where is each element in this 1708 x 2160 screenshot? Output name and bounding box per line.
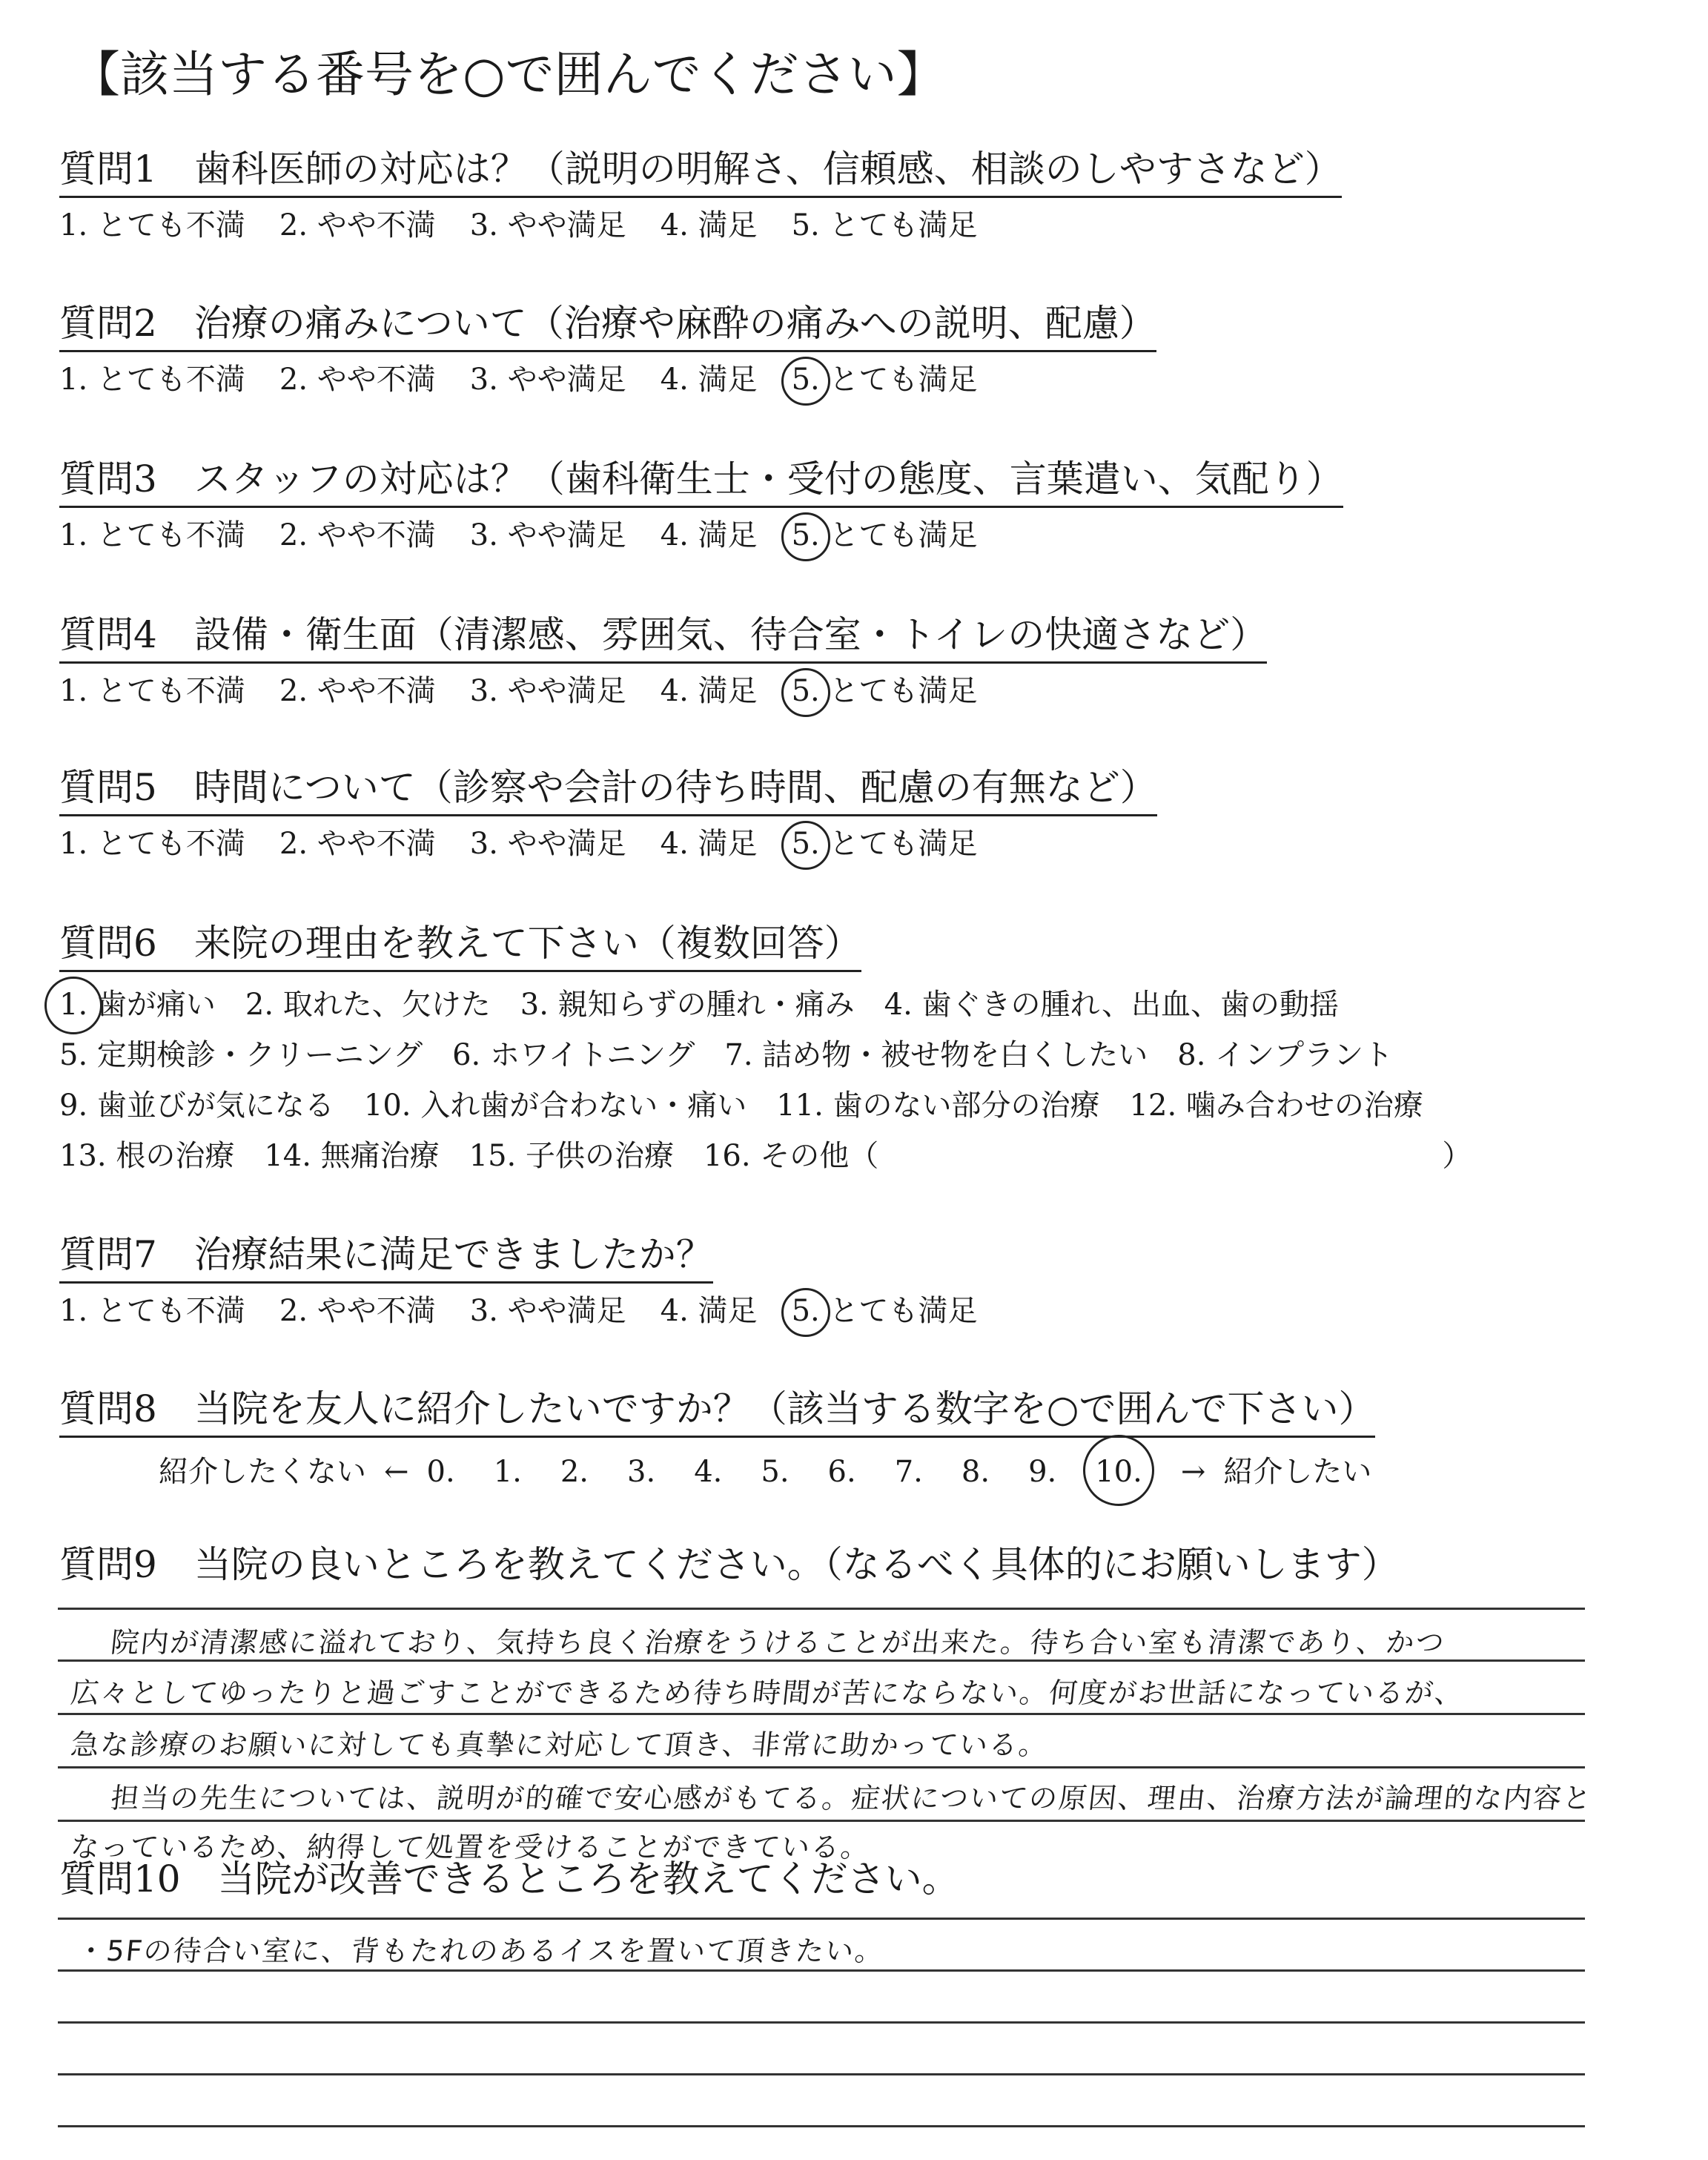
option-4[interactable]: 4. 満足 (660, 827, 758, 861)
scale-8[interactable]: 8. (961, 1455, 990, 1489)
question-text: 当院を友人に紹介したいですか？（該当する数字を○で囲んで下さい） (193, 1387, 1376, 1430)
reason-option-13[interactable]: 13. 根の治療 (59, 1139, 235, 1173)
question-heading (59, 919, 861, 972)
answer-options (59, 670, 1267, 713)
answer-options (59, 1289, 1011, 1332)
question-label: 質問3 (59, 458, 157, 501)
scale-6[interactable]: 6. (827, 1455, 856, 1489)
answer-line (58, 1608, 1585, 1610)
option-2[interactable]: 2. やや不満 (279, 363, 436, 397)
question-heading (59, 1385, 1375, 1438)
handwritten-answer-line: なっているため、納得して処置を受けることができている。 (69, 1831, 873, 1863)
option-3[interactable]: 3. やや満足 (469, 208, 626, 242)
question-label: 質問8 (59, 1387, 157, 1430)
handwritten-answer-line: 急な診療のお願いに対しても真摯に対応して頂き、非常に助かっている。 (69, 1728, 1050, 1761)
question-heading (59, 611, 1267, 664)
reason-option-12[interactable]: 12. 噛み合わせの治療 (1129, 1089, 1423, 1123)
question-text: 当院の良いところを教えてください。（なるべく具体的にお願いします） (193, 1543, 1399, 1586)
option-1[interactable]: 1. とても不満 (59, 363, 245, 397)
handwritten-answer-line: 院内が清潔感に溢れており、気持ち良く治療をうけることが出来た。待ち合い室も清潔であり、かつ (109, 1626, 1447, 1659)
question-heading (59, 1541, 1399, 1591)
question-3 (59, 455, 1343, 557)
question-4 (59, 611, 1267, 713)
scale-10-circled[interactable]: 10. (1095, 1450, 1142, 1494)
option-1[interactable]: 1. とても不満 (59, 827, 245, 861)
question-5 (59, 764, 1157, 865)
handwritten-answer-line: 担当の先生については、説明が的確で安心感がもてる。症状についての原因、理由、治療方法が論理的な内容と (109, 1782, 1595, 1814)
question-text: 時間について（診察や会計の待ち時間、配慮の有無など） (193, 766, 1157, 809)
question-text: 当院が改善できるところを教えてください。 (217, 1857, 959, 1900)
scale-5[interactable]: 5. (761, 1455, 790, 1489)
question-9 (59, 1541, 1399, 1591)
reason-options (59, 980, 1472, 1181)
option-1[interactable]: 1. とても不満 (59, 1294, 245, 1328)
scale-4[interactable]: 4. (694, 1455, 723, 1489)
option-3[interactable]: 3. やや満足 (469, 1294, 626, 1328)
scale-3[interactable]: 3. (627, 1455, 656, 1489)
reason-option-6[interactable]: 6. ホワイトニング (452, 1038, 695, 1072)
handwritten-answer-line: 広々としてゆったりと過ごすことができるため待ち時間が苦にならない。何度がお世話になっているが、 (69, 1677, 1466, 1709)
question-1 (59, 145, 1342, 247)
reason-option-7[interactable]: 7. 詰め物・被せ物を白くしたい (724, 1038, 1148, 1072)
option-3[interactable]: 3. やや満足 (469, 827, 626, 861)
scale-9[interactable]: 9. (1028, 1455, 1057, 1489)
question-label: 質問6 (59, 922, 157, 965)
question-label: 質問10 (59, 1857, 181, 1900)
option-5-circled[interactable]: 5. とても満足 (792, 358, 978, 401)
reason-option-8[interactable]: 8. インプラント (1177, 1038, 1394, 1072)
option-2[interactable]: 2. やや不満 (279, 827, 436, 861)
answer-line (58, 1820, 1585, 1822)
scale-0[interactable]: 0. (426, 1455, 455, 1489)
page-title: 【該当する番号を○で囲んでください】 (71, 46, 946, 103)
reason-option-14[interactable]: 14. 無痛治療 (264, 1139, 440, 1173)
option-3[interactable]: 3. やや満足 (469, 363, 626, 397)
option-4[interactable]: 4. 満足 (660, 363, 758, 397)
option-5-circled[interactable]: 5. とても満足 (792, 514, 978, 557)
question-text: 来院の理由を教えて下さい（複数回答） (193, 922, 861, 965)
question-label: 質問1 (59, 148, 157, 191)
question-heading (59, 1231, 713, 1284)
scale-7[interactable]: 7. (894, 1455, 923, 1489)
question-label: 質問9 (59, 1543, 157, 1586)
answer-line (58, 1969, 1585, 1972)
question-label: 質問2 (59, 302, 157, 345)
question-heading (59, 1855, 959, 1906)
question-label: 質問7 (59, 1233, 157, 1276)
reason-option-4[interactable]: 4. 歯ぐきの腫れ、出血、歯の動揺 (884, 988, 1339, 1022)
reason-row (59, 1131, 1472, 1181)
answer-line (58, 2073, 1585, 2075)
option-4[interactable]: 4. 満足 (660, 208, 758, 242)
option-5[interactable]: 5. とても満足 (791, 208, 978, 242)
reason-option-5[interactable]: 5. 定期検診・クリーニング (59, 1038, 423, 1072)
answer-options (59, 204, 1342, 247)
answer-options (59, 358, 1156, 401)
left-arrow-icon: ← (384, 1455, 409, 1489)
reason-option-15[interactable]: 15. 子供の治療 (469, 1139, 674, 1173)
handwritten-answer-line: ・5Fの待合い室に、背もたれのあるイスを置いて頂きたい。 (75, 1935, 887, 1967)
option-4[interactable]: 4. 満足 (660, 674, 758, 708)
question-text: 治療結果に満足できましたか？ (193, 1233, 713, 1276)
option-1[interactable]: 1. とても不満 (59, 674, 245, 708)
question-text: 歯科医師の対応は？（説明の明解さ、信頼感、相談のしやすさなど） (193, 148, 1342, 191)
answer-options (59, 822, 1157, 865)
option-5-circled[interactable]: 5. とても満足 (792, 670, 978, 713)
question-text: 設備・衛生面（清潔感、雰囲気、待合室・トイレの快適さなど） (193, 613, 1268, 656)
scale-1[interactable]: 1. (493, 1455, 522, 1489)
option-2[interactable]: 2. やや不満 (279, 1294, 436, 1328)
answer-options (59, 514, 1343, 557)
option-3[interactable]: 3. やや満足 (469, 674, 626, 708)
reason-option-9[interactable]: 9. 歯並びが気になる (59, 1089, 334, 1123)
scale-2[interactable]: 2. (560, 1455, 589, 1489)
scale-right-label: 紹介したい (1223, 1455, 1372, 1489)
option-4[interactable]: 4. 満足 (660, 518, 758, 552)
reason-option-11[interactable]: 11. 歯のない部分の治療 (776, 1089, 1100, 1123)
answer-line (58, 1713, 1585, 1715)
option-2[interactable]: 2. やや不満 (279, 674, 436, 708)
answer-line (58, 2125, 1585, 2127)
option-1[interactable]: 1. とても不満 (59, 518, 245, 552)
reason-option-10[interactable]: 10. 入れ歯が合わない・痛い (363, 1089, 747, 1123)
reason-option-3[interactable]: 3. 親知らずの腫れ・痛み (520, 988, 855, 1022)
reason-row (59, 1080, 1472, 1131)
question-heading (59, 145, 1342, 198)
option-5-circled[interactable]: 5. とても満足 (792, 1289, 978, 1332)
reason-row (59, 1030, 1472, 1080)
reason-option-2[interactable]: 2. 取れた、欠けた (245, 988, 491, 1022)
option-4[interactable]: 4. 満足 (660, 1294, 758, 1328)
question-6 (59, 919, 1472, 1181)
answer-line (58, 1918, 1585, 1920)
question-10 (59, 1855, 959, 1906)
reason-row (59, 980, 1472, 1030)
question-label: 質問5 (59, 766, 157, 809)
question-text: 治療の痛みについて（治療や麻酔の痛みへの説明、配慮） (193, 302, 1156, 345)
question-heading (59, 455, 1343, 508)
answer-line (58, 2021, 1585, 2024)
question-2 (59, 300, 1156, 401)
question-7 (59, 1231, 1011, 1332)
reason-option-1-circled[interactable]: 1. 歯が痛い (59, 980, 216, 1030)
other-close-paren: ） (1442, 1139, 1472, 1173)
question-heading (59, 764, 1157, 816)
question-text: スタッフの対応は？（歯科衛生士・受付の態度、言葉遣い、気配り） (193, 458, 1343, 501)
recommend-scale (59, 1450, 1389, 1494)
question-heading (59, 300, 1156, 352)
option-2[interactable]: 2. やや不満 (279, 518, 436, 552)
right-arrow-icon: → (1180, 1455, 1206, 1489)
reason-option-16[interactable]: 16. その他（ (703, 1139, 879, 1173)
answer-line (58, 1766, 1585, 1768)
option-1[interactable]: 1. とても不満 (59, 208, 245, 242)
option-3[interactable]: 3. やや満足 (469, 518, 626, 552)
question-label: 質問4 (59, 613, 157, 656)
question-8 (59, 1385, 1389, 1494)
scale-left-label: 紹介したくない (159, 1455, 366, 1489)
option-2[interactable]: 2. やや不満 (279, 208, 436, 242)
option-5-circled[interactable]: 5. とても満足 (792, 822, 978, 865)
